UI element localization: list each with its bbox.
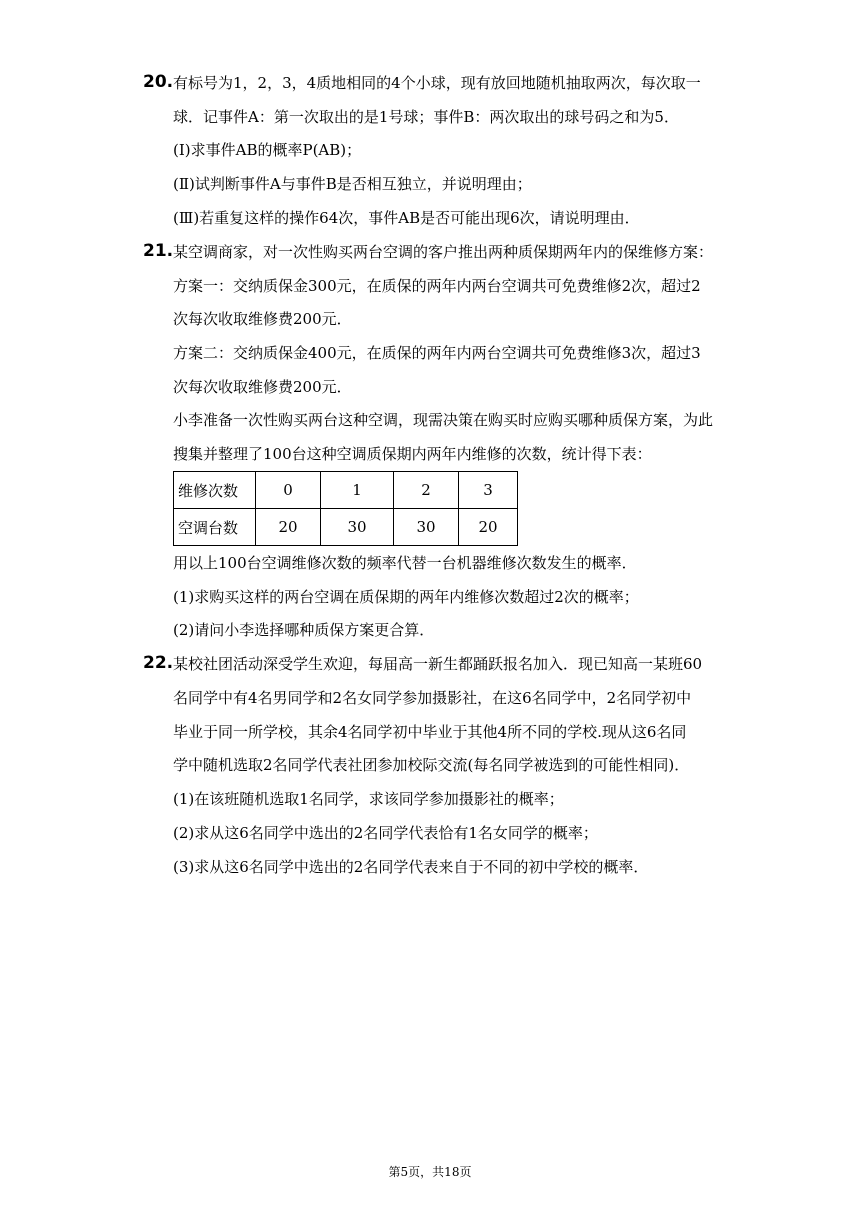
sub-question: (1)在该班随机选取1名同学，求该同学参加摄影社的概率； <box>173 790 564 808</box>
sub-question: (Ⅰ)求事件AB的概率P(AB)； <box>173 141 362 159</box>
table-row <box>174 472 518 509</box>
question-number: 20. <box>143 72 174 92</box>
question-text-line: 某校社团活动深受学生欢迎，每届高一新生都踊跃报名加入．现已知高一某班60 <box>173 655 703 673</box>
page-footer: 第5页，共18页 <box>388 1165 472 1179</box>
question-text-line: 名同学中有4名男同学和2名女同学参加摄影社，在这6名同学中，2名同学初中 <box>173 689 692 707</box>
sub-question: (1)求购买这样的两台空调在质保期的两年内维修次数超过2次的概率； <box>173 588 639 606</box>
table-cell: 3 <box>459 472 518 509</box>
question-text-line: 搜集并整理了100台这种空调质保期内两年内维修的次数，统计得下表： <box>173 445 652 463</box>
table-cell: 20 <box>256 509 321 546</box>
table-cell: 30 <box>321 509 394 546</box>
question-text-line: 学中随机选取2名同学代表社团参加校际交流(每名同学被选到的可能性相同)． <box>173 756 690 774</box>
question-text-line: 某空调商家，对一次性购买两台空调的客户推出两种质保期两年内的保维修方案： <box>173 243 714 261</box>
table-header-cell: 空调台数 <box>174 509 256 546</box>
question-text-line: 用以上100台空调维修次数的频率代替一台机器维修次数发生的概率． <box>173 554 637 572</box>
repair-stats-table <box>173 471 518 546</box>
sub-question: (Ⅲ)若重复这样的操作64次，事件AB是否可能出现6次，请说明理由． <box>173 209 640 227</box>
question-text-line: 毕业于同一所学校，其余4名同学初中毕业于其他4所不同的学校.现从这6名同 <box>173 723 687 741</box>
question-text-line: 方案一：交纳质保金300元，在质保的两年内两台空调共可免费维修2次，超过2 <box>173 277 701 295</box>
question-text-line: 次每次收取维修费200元． <box>173 378 352 396</box>
question-text-line: 方案二：交纳质保金400元，在质保的两年内两台空调共可免费维修3次，超过3 <box>173 344 701 362</box>
sub-question: (Ⅱ)试判断事件A与事件B是否相互独立，并说明理由； <box>173 175 532 193</box>
sub-question: (3)求从这6名同学中选出的2名同学代表来自于不同的初中学校的概率． <box>173 858 649 876</box>
sub-question: (2)求从这6名同学中选出的2名同学代表恰有1名女同学的概率； <box>173 824 598 842</box>
table-cell: 1 <box>321 472 394 509</box>
table-cell: 0 <box>256 472 321 509</box>
question-number: 21. <box>143 241 174 261</box>
question-number: 22. <box>143 653 174 673</box>
question-text-line: 球．记事件A：第一次取出的是1号球；事件B：两次取出的球号码之和为5． <box>173 108 679 126</box>
table-row <box>174 509 518 546</box>
question-text-line: 有标号为1，2，3，4质地相同的4个小球，现有放回地随机抽取两次，每次取一 <box>173 74 701 92</box>
table-cell: 30 <box>394 509 459 546</box>
question-text-line: 次每次收取维修费200元． <box>173 310 352 328</box>
table-header-cell: 维修次数 <box>174 472 256 509</box>
table-cell: 2 <box>394 472 459 509</box>
sub-question: (2)请问小李选择哪种质保方案更合算． <box>173 621 435 639</box>
table-cell: 20 <box>459 509 518 546</box>
question-text-line: 小李准备一次性购买两台这种空调，现需决策在购买时应购买哪种质保方案，为此 <box>173 411 714 429</box>
